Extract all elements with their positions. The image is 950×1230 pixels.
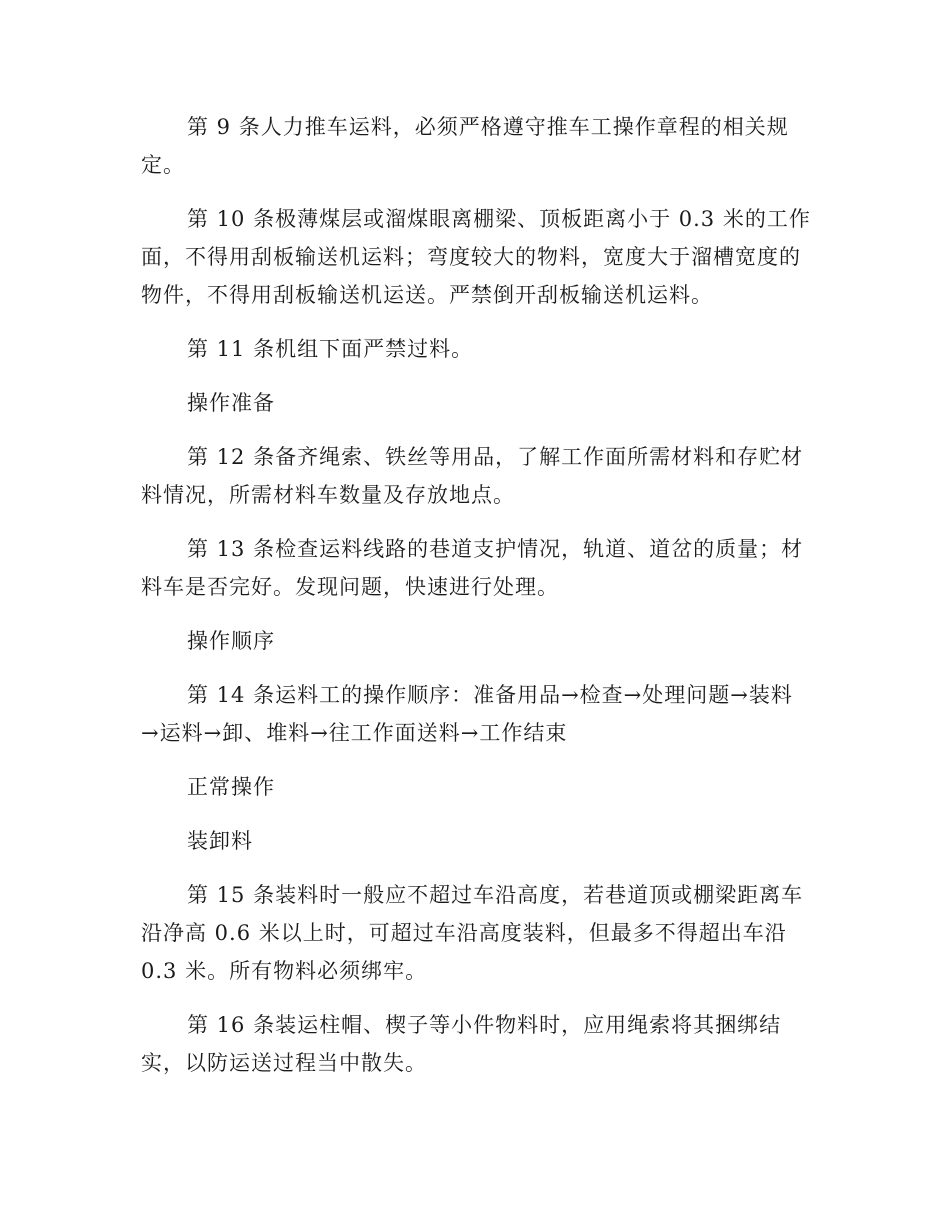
section-heading-preparation: 操作准备	[187, 391, 275, 415]
article-14: 第 14 条运料工的操作顺序：准备用品→检查→处理问题→装料→运料→卸、堆料→往工作面送料→工作结束	[141, 683, 793, 745]
section-heading-sequence: 操作顺序	[187, 629, 275, 653]
article-13: 第 13 条检查运料线路的巷道支护情况，轨道、道岔的质量；材料车是否完好。发现问题，快速进行处理。	[141, 537, 804, 599]
document-body	[141, 108, 811, 1098]
article-16: 第 16 条装运柱帽、楔子等小件物料时，应用绳索将其捆绑结实，以防运送过程当中散失。	[141, 1013, 782, 1075]
article-10: 第 10 条极薄煤层或溜煤眼离棚梁、顶板距离小于 0.3 米的工作面，不得用刮板输送机运料；弯度较大的物料，宽度大于溜槽宽度的物件，不得用刮板输送机运送。严禁倒开刮板输送机运料。	[141, 207, 811, 307]
subsection-heading-loading: 装卸料	[187, 829, 253, 853]
article-15: 第 15 条装料时一般应不超过车沿高度，若巷道顶或棚梁距离车沿净高 0.6 米以上时，可超过车沿高度装料，但最多不得超出车沿 0.3 米。所有物料必须绑牢。	[141, 883, 804, 983]
article-11: 第 11 条机组下面严禁过料。	[187, 337, 474, 361]
section-heading-normal-operation: 正常操作	[187, 775, 275, 799]
article-12: 第 12 条备齐绳索、铁丝等用品，了解工作面所需材料和存贮材料情况，所需材料车数量及存放地点。	[141, 445, 804, 507]
article-9: 第 9 条人力推车运料，必须严格遵守推车工操作章程的相关规定。	[141, 115, 789, 177]
